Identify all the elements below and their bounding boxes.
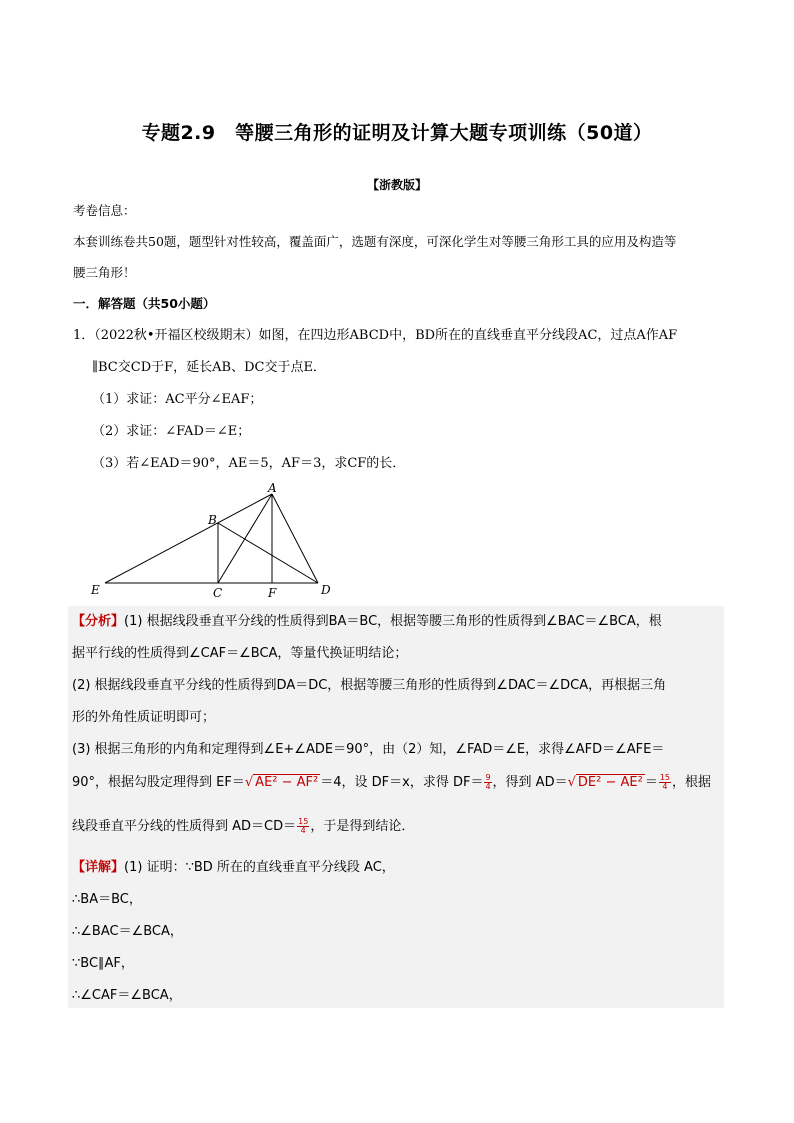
- edition-label: 【浙教版】: [366, 178, 427, 192]
- analysis-line-7: 线段垂直平分线的性质得到 AD＝CD＝ $\frac{15}{4}$ ，于是得到结论．: [72, 817, 415, 835]
- detail-line-1: 【详解】(1) 证明：∵BD 所在的直线垂直平分线段 AC，: [72, 860, 395, 875]
- label-C: C: [213, 586, 223, 600]
- analysis-line-3: (2) 根据线段垂直平分线的性质得到DA＝DC，根据等腰三角形的性质得到∠DAC＝∠DCA，再根据三角: [72, 678, 667, 693]
- fraction-15-4: $\frac{15}{4}$: [659, 773, 671, 791]
- analysis-line-6: 90°，根据勾股定理得到 EF＝√ AE² − AF² ＝4，设 DF＝x，求得 DF＝ $\frac{9}{4}$ ，得到 AD＝√ DE² − AE² ＝ $\frac{15}{4}$ ，根据: [72, 773, 712, 791]
- fraction-15-4-b: $\frac{15}{4}$: [298, 817, 309, 835]
- label-B: B: [208, 513, 217, 527]
- label-A: A: [268, 481, 277, 495]
- detail-line-5: ∴∠CAF＝∠BCA，: [72, 988, 182, 1003]
- analysis-line-1: 【分析】(1) 根据线段垂直平分线的性质得到BA＝BC，根据等腰三角形的性质得到∠BAC＝∠BCA，根: [72, 614, 662, 629]
- analysis-line-2: 据平行线的性质得到∠CAF＝∠BCA，等量代换证明结论；: [72, 646, 408, 661]
- sqrt-expression-1: √ AE² − AF²: [244, 775, 319, 790]
- analysis-line-5: (3) 根据三角形的内角和定理得到∠E+∠ADE＝90°，由（2）知，∠FAD＝∠E，求得∠AFD＝∠AFE＝: [72, 742, 665, 757]
- question-line-1: 1．（2022秋•开福区校级期末）如图，在四边形ABCD中，BD所在的直线垂直平分线段AC，过点A作AF: [73, 328, 678, 343]
- segment-EA: [105, 494, 272, 583]
- question-part-3: （3）若∠EAD＝90°，AE＝5，AF＝3，求CF的长．: [92, 456, 406, 471]
- sqrt-expression-2: √ DE² − AE²: [567, 775, 643, 790]
- analysis-tag: 【分析】: [72, 614, 125, 629]
- page-title: 专题2.9 等腰三角形的证明及计算大题专项训练（50道）: [141, 122, 653, 144]
- detail-line-3: ∴∠BAC＝∠BCA，: [72, 924, 183, 939]
- fraction-9-4: $\frac{9}{4}$: [485, 773, 491, 791]
- section-title: 一．解答题（共50小题）: [73, 296, 216, 311]
- analysis-line-4: 形的外角性质证明即可；: [72, 710, 216, 725]
- label-E: E: [91, 583, 100, 597]
- question-part-2: （2）求证：∠FAD＝∠E；: [92, 424, 251, 439]
- intro-line-2: 腰三角形！: [73, 265, 136, 280]
- question-part-1: （1）求证：AC平分∠EAF；: [92, 392, 263, 407]
- label-D: D: [321, 583, 331, 597]
- intro-line-1: 本套训练卷共50题，题型针对性较高，覆盖面广，选题有深度，可深化学生对等腰三角形工具的应用及构造等: [73, 234, 677, 249]
- answer-panel: [68, 606, 724, 1008]
- segment-AC: [218, 494, 272, 583]
- question-line-2: ∥BC交CD于F，延长AB、DC交于点E．: [92, 360, 326, 375]
- detail-tag: 【详解】: [72, 860, 125, 875]
- detail-line-4: ∵BC∥AF，: [72, 956, 134, 971]
- geometry-figure: [88, 480, 338, 605]
- detail-line-2: ∴BA＝BC，: [72, 892, 142, 907]
- label-F: F: [268, 586, 277, 600]
- info-heading: 考卷信息：: [73, 203, 136, 218]
